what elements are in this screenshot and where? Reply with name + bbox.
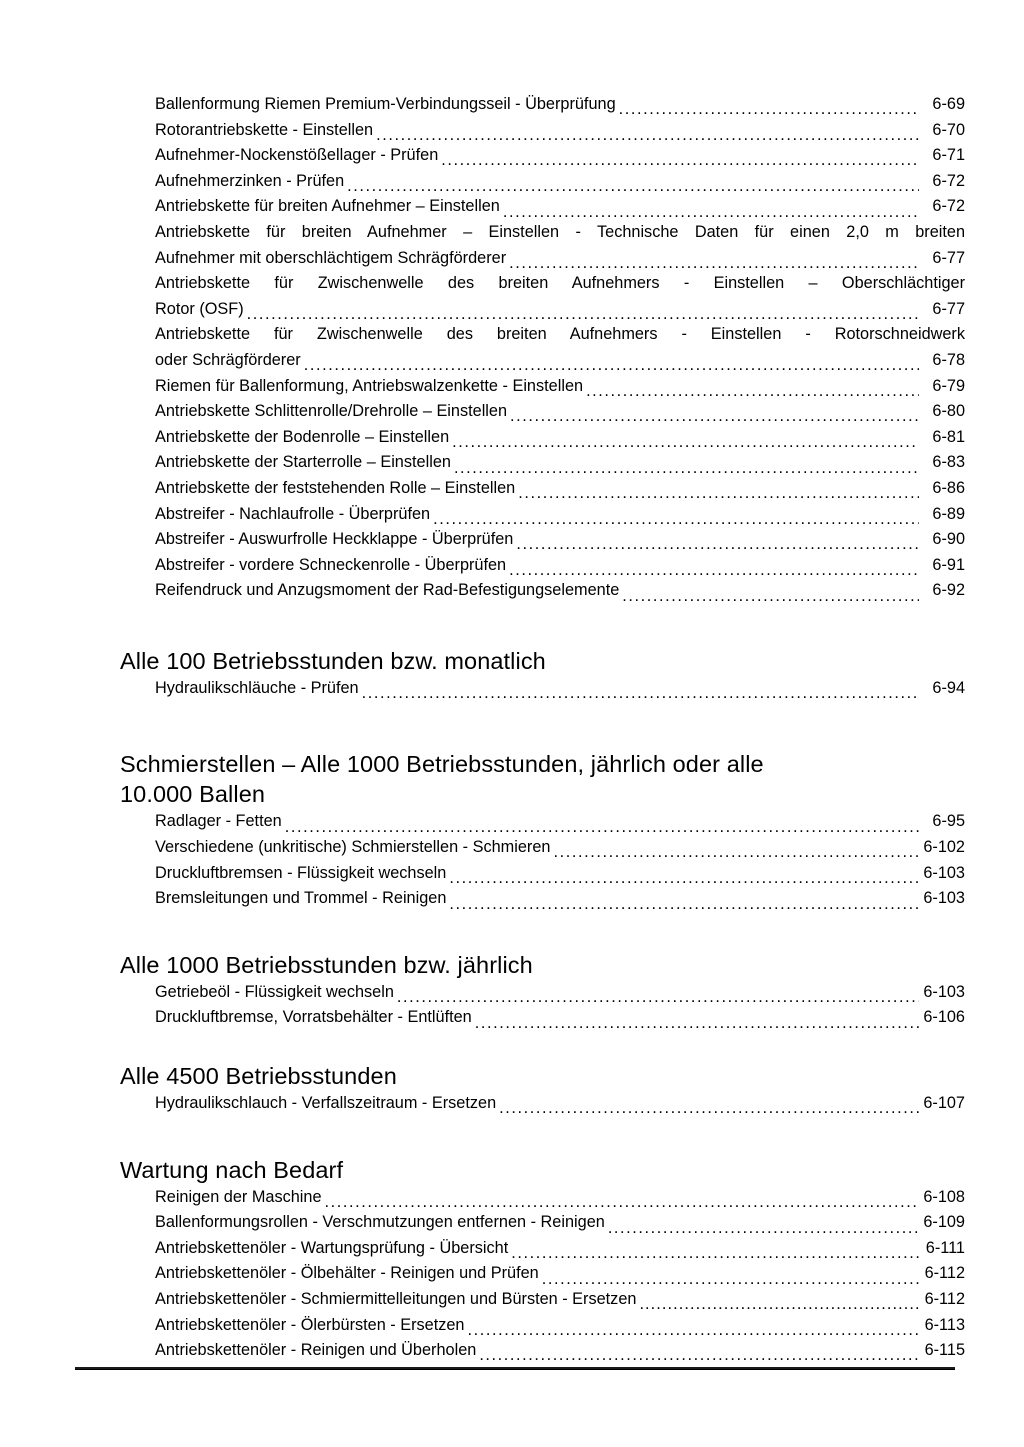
- toc-entry-page: 6-113: [924, 1315, 965, 1334]
- toc-entry[interactable]: [155, 425, 965, 451]
- table-of-contents: [120, 92, 965, 1364]
- toc-entry[interactable]: [155, 1185, 965, 1211]
- toc-dot-leader: [639, 1296, 919, 1312]
- toc-entry-page: 6-79: [932, 376, 965, 395]
- toc-entry-page: 6-102: [923, 838, 965, 857]
- toc-entry-title: Antriebskettenöler - Ölerbürsten - Ersetzen: [155, 1315, 465, 1334]
- toc-dot-leader: [475, 1015, 919, 1031]
- toc-entry-title: Abstreifer - Nachlaufrolle - Überprüfen: [155, 504, 431, 523]
- section-heading-wartung-nach-bedarf: Wartung nach Bedarf: [120, 1156, 344, 1183]
- toc-entry-page: 6-112: [924, 1290, 965, 1308]
- toc-entry-page: 6-78: [932, 350, 965, 369]
- toc-dot-leader: [304, 357, 919, 373]
- toc-entry[interactable]: [155, 322, 965, 373]
- footer-divider: [75, 1367, 955, 1370]
- toc-entry-page: 6-90: [932, 530, 965, 549]
- toc-entry[interactable]: [155, 1261, 965, 1287]
- toc-entry[interactable]: [155, 809, 965, 835]
- toc-entry-page: 6-72: [932, 171, 965, 190]
- toc-dot-leader: [449, 870, 919, 886]
- section-heading-1000h: Alle 1000 Betriebsstunden bzw. jährlich: [120, 951, 533, 978]
- toc-entry-group: [120, 1091, 965, 1117]
- toc-entry-page: 6-77: [932, 248, 965, 267]
- section-heading-line1: Schmierstellen – Alle 1000 Betriebsstunden, jährlich oder alle: [120, 751, 764, 778]
- toc-entry-page: 6-81: [932, 427, 965, 446]
- toc-entry-page: 6-111: [925, 1238, 965, 1257]
- toc-entry-title: Abstreifer - Auswurfrolle Heckklappe - Überprüfen: [155, 530, 514, 549]
- toc-entry-title: Aufnehmerzinken - Prüfen: [155, 171, 345, 190]
- toc-entry-page: 6-95: [932, 812, 965, 831]
- toc-entry[interactable]: [155, 1091, 965, 1117]
- section-heading-schmierstellen: [120, 749, 965, 809]
- toc-dot-leader: [619, 101, 919, 117]
- toc-dot-leader: [586, 383, 919, 399]
- toc-dot-leader: [510, 408, 919, 424]
- toc-entry[interactable]: [155, 118, 965, 144]
- toc-dot-leader: [247, 306, 919, 322]
- toc-entry-title: Antriebskette der feststehenden Rolle – Einstellen: [155, 478, 516, 497]
- toc-entry-title: Rotorantriebskette - Einstellen: [155, 120, 374, 139]
- toc-entry-title: Reinigen der Maschine: [155, 1187, 322, 1206]
- toc-entry-group: [120, 1185, 965, 1364]
- toc-entry[interactable]: [155, 886, 965, 912]
- toc-dot-leader: [347, 178, 919, 194]
- toc-dot-leader: [397, 989, 919, 1005]
- toc-entry[interactable]: [155, 861, 965, 887]
- toc-entry-title: Antriebskettenöler - Ölbehälter - Reinigen und Prüfen: [155, 1264, 539, 1283]
- toc-entry[interactable]: [155, 502, 965, 528]
- toc-entry-page: 6-89: [932, 504, 965, 523]
- toc-entry-title: Getriebeöl - Flüssigkeit wechseln: [155, 982, 394, 1001]
- toc-dot-leader: [509, 255, 919, 271]
- toc-entry[interactable]: [155, 676, 965, 702]
- toc-dot-leader: [433, 511, 919, 527]
- toc-entry[interactable]: [155, 220, 965, 271]
- toc-entry[interactable]: [155, 553, 965, 579]
- toc-entry-title-line1: Antriebskette für Zwischenwelle des breiten Aufnehmers - Einstellen – Oberschlächtiger: [155, 274, 965, 293]
- toc-entry-title: Ballenformung Riemen Premium-Verbindungsseil - Überprüfung: [155, 95, 616, 113]
- toc-section: [120, 1155, 965, 1364]
- toc-entry-page: 6-83: [932, 453, 965, 472]
- toc-entry-page: 6-69: [932, 95, 965, 113]
- toc-entry-group: [120, 809, 965, 911]
- toc-entry-page: 6-106: [923, 1008, 965, 1027]
- toc-entry-page: 6-77: [932, 299, 965, 318]
- toc-entry-page: 6-91: [932, 555, 965, 574]
- toc-entry[interactable]: [155, 1210, 965, 1236]
- toc-entry-page: 6-112: [924, 1264, 965, 1283]
- toc-entry-title: Antriebskette der Starterrolle – Einstellen: [155, 453, 451, 472]
- toc-section: [120, 1061, 965, 1117]
- toc-dot-leader: [479, 1347, 919, 1363]
- toc-dot-leader: [325, 1194, 919, 1210]
- toc-entry-title: Antriebskette der Bodenrolle – Einstellen: [155, 427, 450, 446]
- toc-entry-title: Antriebskette für breiten Aufnehmer – Einstellen: [155, 197, 500, 216]
- toc-entry-title: Bremsleitungen und Trommel - Reinigen: [155, 889, 447, 908]
- toc-entry[interactable]: [155, 980, 965, 1006]
- toc-dot-leader: [518, 485, 919, 501]
- toc-entry-title: Antriebskettenöler - Wartungsprüfung - Übersicht: [155, 1238, 509, 1257]
- toc-entry[interactable]: [155, 1338, 965, 1364]
- toc-entry[interactable]: [155, 1287, 965, 1313]
- toc-dot-leader: [467, 1322, 919, 1338]
- section-heading-line2: 10.000 Ballen: [120, 781, 266, 808]
- toc-entry-title-line2: Aufnehmer mit oberschlächtigem Schrägförderer: [155, 248, 507, 267]
- toc-entry-title-line1: Antriebskette für breiten Aufnehmer – Einstellen - Technische Daten für einen 2,0 m breiten: [155, 222, 965, 241]
- toc-entry-title: Hydraulikschläuche - Prüfen: [155, 678, 359, 697]
- toc-entry-page: 6-107: [923, 1094, 965, 1113]
- toc-dot-leader: [376, 127, 919, 143]
- toc-entry[interactable]: [155, 450, 965, 476]
- toc-section: [120, 950, 965, 1031]
- toc-dot-leader: [285, 819, 919, 835]
- toc-entry[interactable]: [155, 527, 965, 553]
- toc-dot-leader: [608, 1220, 919, 1236]
- toc-entry-title: Abstreifer - vordere Schneckenrolle - Überprüfen: [155, 555, 507, 574]
- toc-entry[interactable]: [155, 271, 965, 322]
- toc-dot-leader: [503, 204, 919, 220]
- toc-dot-leader: [622, 588, 919, 604]
- toc-dot-leader: [553, 844, 919, 860]
- toc-entry-page: 6-103: [923, 863, 965, 882]
- toc-entry[interactable]: [155, 1005, 965, 1031]
- toc-entry-title: Druckluftbremse, Vorratsbehälter - Entlüften: [155, 1008, 472, 1027]
- toc-entry[interactable]: [155, 1236, 965, 1262]
- toc-entry-title: Hydraulikschlauch - Verfallszeitraum - Ersetzen: [155, 1094, 497, 1113]
- toc-entry-title: Reifendruck und Anzugsmoment der Rad-Befestigungselemente: [155, 581, 620, 600]
- toc-entry-page: 6-115: [924, 1341, 965, 1360]
- toc-dot-leader: [516, 536, 919, 552]
- toc-entry-page: 6-86: [932, 478, 965, 497]
- toc-entry-title: Verschiedene (unkritische) Schmierstellen - Schmieren: [155, 838, 551, 857]
- toc-entry-page: 6-71: [932, 146, 965, 165]
- toc-section: [120, 646, 965, 702]
- toc-entry-title: Radlager - Fetten: [155, 812, 282, 831]
- toc-dot-leader: [454, 460, 919, 476]
- section-heading-4500h: Alle 4500 Betriebsstunden: [120, 1063, 397, 1090]
- toc-entry[interactable]: [155, 92, 965, 118]
- toc-entry-page: 6-80: [932, 402, 965, 421]
- toc-entry-title-line2: Rotor (OSF): [155, 299, 244, 318]
- toc-dot-leader: [441, 152, 919, 168]
- toc-entry-title-line1: Antriebskette für Zwischenwelle des breiten Aufnehmers - Einstellen - Rotorschneidwerk: [155, 325, 965, 344]
- toc-entry-page: 6-70: [932, 120, 965, 139]
- toc-entry-title: Aufnehmer-Nockenstößellager - Prüfen: [155, 146, 439, 165]
- toc-entry[interactable]: [155, 835, 965, 861]
- toc-entry-title: Ballenformungsrollen - Verschmutzungen entfernen - Reinigen: [155, 1213, 605, 1232]
- toc-entry-title: Riemen für Ballenformung, Antriebswalzenkette - Einstellen: [155, 376, 584, 395]
- toc-entry-group: [120, 92, 965, 604]
- toc-entry-title: Antriebskettenöler - Reinigen und Überholen: [155, 1341, 477, 1360]
- toc-entry-page: 6-94: [932, 678, 965, 697]
- toc-dot-leader: [449, 896, 919, 912]
- toc-entry-page: 6-103: [923, 889, 965, 908]
- toc-dot-leader: [509, 562, 919, 578]
- toc-entry[interactable]: [155, 194, 965, 220]
- toc-dot-leader: [452, 434, 919, 450]
- toc-entry-group: [120, 980, 965, 1031]
- toc-entry[interactable]: [155, 399, 965, 425]
- toc-entry-page: 6-108: [923, 1187, 965, 1206]
- toc-entry-page: 6-72: [932, 197, 965, 216]
- toc-entry-title: Druckluftbremsen - Flüssigkeit wechseln: [155, 863, 447, 882]
- toc-entry-group: [120, 676, 965, 702]
- toc-entry[interactable]: [155, 476, 965, 502]
- toc-entry-page: 6-92: [932, 581, 965, 600]
- toc-entry-title: Antriebskettenöler - Schmiermittelleitungen und Bürsten - Ersetzen: [155, 1290, 637, 1308]
- toc-entry[interactable]: [155, 143, 965, 169]
- toc-entry[interactable]: [155, 1313, 965, 1339]
- toc-dot-leader: [511, 1245, 919, 1261]
- toc-dot-leader: [499, 1100, 919, 1116]
- section-heading-100h: Alle 100 Betriebsstunden bzw. monatlich: [120, 647, 546, 674]
- toc-entry-title-line2: oder Schrägförderer: [155, 350, 301, 369]
- toc-entry-page: 6-109: [923, 1213, 965, 1232]
- toc-dot-leader: [362, 685, 919, 701]
- toc-section: [120, 749, 965, 911]
- toc-entry[interactable]: [155, 169, 965, 195]
- toc-dot-leader: [542, 1271, 919, 1287]
- toc-entry-page: 6-103: [923, 982, 965, 1001]
- toc-entry-title: Antriebskette Schlittenrolle/Drehrolle – Einstellen: [155, 402, 508, 421]
- toc-entry[interactable]: [155, 374, 965, 400]
- toc-entry[interactable]: [155, 578, 965, 604]
